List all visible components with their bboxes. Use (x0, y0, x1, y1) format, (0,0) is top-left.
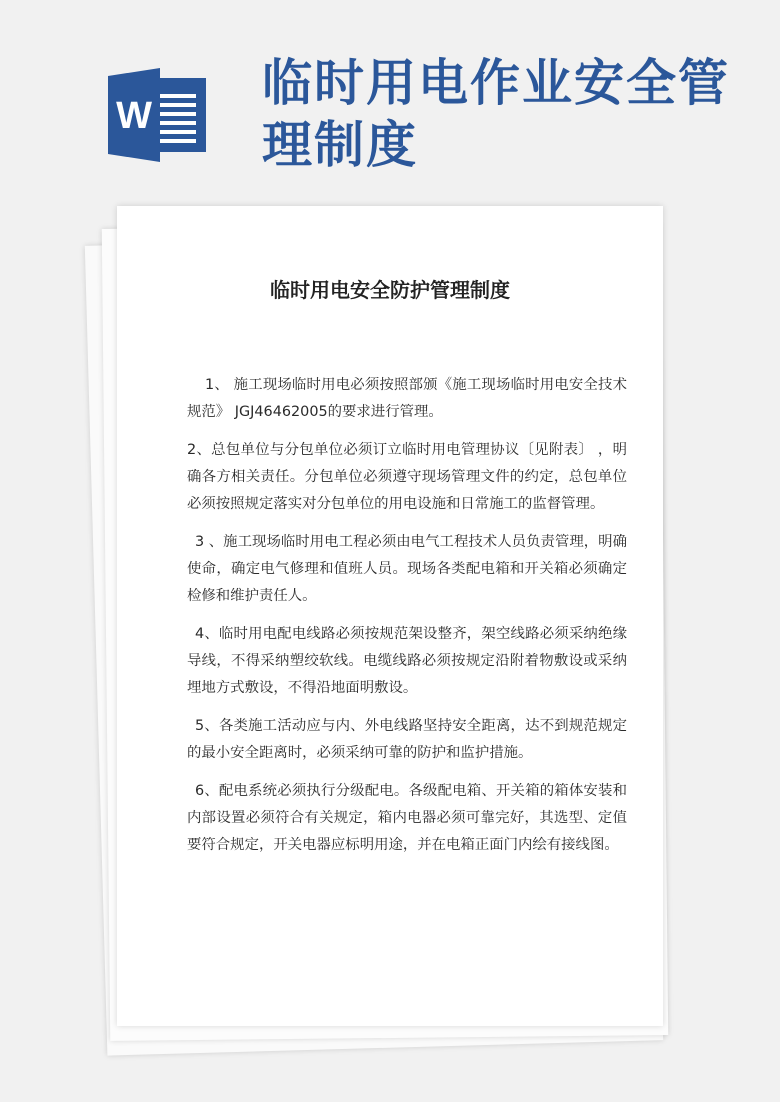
paragraph-4: 4、临时用电配电线路必须按规范架设整齐，架空线路必须采纳绝缘导线，不得采纳塑绞软线。电缆线路必须按规定沿附着物敷设或采纳埋地方式敷设，不得沿地面明敷设。 (187, 626, 627, 696)
paragraph-1: 1、 施工现场临时用电必须按照部颁《施工现场临时用电安全技术规范》 JGJ46462005的要求进行管理。 (187, 377, 627, 420)
document-title: 临时用电安全防护管理制度 (270, 278, 510, 302)
paragraph-3: 3 、施工现场临时用电工程必须由电气工程技术人员负责管理，明确使命，确定电气修理和值班人员。现场各类配电箱和开关箱必须确定检修和维护责任人。 (187, 534, 627, 604)
page-title: 临时用电作业安全管理制度 (262, 54, 730, 174)
word-document-icon (108, 68, 210, 162)
paragraph-5: 5、各类施工活动应与内、外电线路坚持安全距离，达不到规范规定的最小安全距离时，必须采纳可靠的防护和监护措施。 (187, 718, 627, 761)
document-body (187, 372, 627, 870)
paragraph-6: 6、配电系统必须执行分级配电。各级配电箱、开关箱的箱体安装和内部设置必须符合有关规定，箱内电器必须可靠完好，其选型、定值要符合规定，开关电器应标明用途，并在电箱正面门内绘有接线图。 (187, 783, 627, 853)
paragraph-2: 2、总包单位与分包单位必须订立临时用电管理协议〔见附表〕 ，明确各方相关责任。分包单位必须遵守现场管理文件的约定，总包单位必须按照规定落实对分包单位的用电设施和日常施工的监督管理。 (187, 442, 627, 512)
word-icon-letter: W (116, 95, 152, 137)
